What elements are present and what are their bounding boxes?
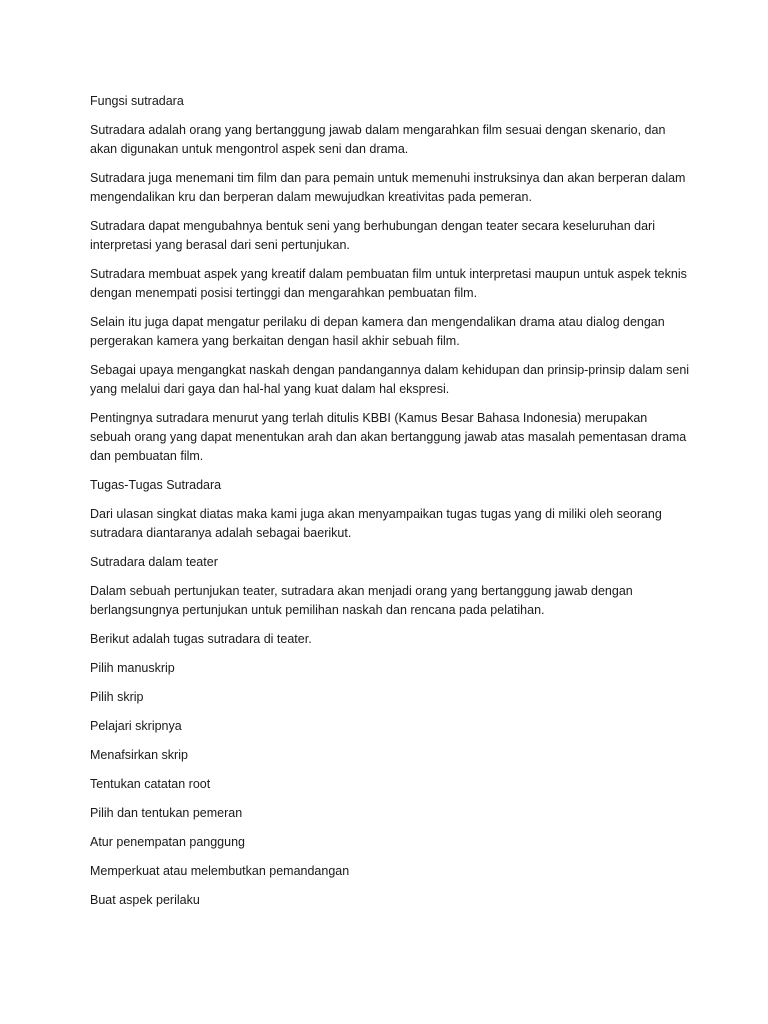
document-page <box>90 92 690 920</box>
paragraph: Pentingnya sutradara menurut yang terlah ditulis KBBI (Kamus Besar Bahasa Indonesia) merupakan sebuah orang yang dapat menentukan arah dan akan bertanggung jawab atas masalah pementasan drama dan pembuatan film. <box>90 411 687 463</box>
paragraph: Berikut adalah tugas sutradara di teater. <box>90 632 312 646</box>
list-item: Pilih manuskrip <box>90 661 175 675</box>
section-heading-teater: Sutradara dalam teater <box>90 555 218 569</box>
list-item: Tentukan catatan root <box>90 777 211 791</box>
section-heading-tugas: Tugas-Tugas Sutradara <box>90 478 222 492</box>
paragraph: Sutradara adalah orang yang bertanggung jawab dalam mengarahkan film sesuai dengan skenario, dan akan digunakan untuk mengontrol aspek seni dan drama. <box>90 123 666 156</box>
list-item: Pilih dan tentukan pemeran <box>90 806 243 820</box>
list-item: Pilih skrip <box>90 690 144 704</box>
paragraph: Dalam sebuah pertunjukan teater, sutradara akan menjadi orang yang bertanggung jawab dengan berlangsungnya pertunjukan untuk pemilihan naskah dan rencana pada pelatihan. <box>90 584 633 617</box>
paragraph: Sutradara dapat mengubahnya bentuk seni yang berhubungan dengan teater secara keseluruhan dari interpretasi yang berasal dari seni pertunjukan. <box>90 219 655 252</box>
paragraph: Sutradara membuat aspek yang kreatif dalam pembuatan film untuk interpretasi maupun untuk aspek teknis dengan menempati posisi tertinggi dan mengarahkan pembuatan film. <box>90 267 687 300</box>
list-item: Pelajari skripnya <box>90 719 182 733</box>
paragraph: Dari ulasan singkat diatas maka kami juga akan menyampaikan tugas tugas yang di miliki oleh seorang sutradara diantaranya adalah sebagai baerikut. <box>90 507 662 540</box>
list-item: Menafsirkan skrip <box>90 748 188 762</box>
paragraph: Sutradara juga menemani tim film dan para pemain untuk memenuhi instruksinya dan akan berperan dalam mengendalikan kru dan berperan dalam mewujudkan kreativitas pada pemeran. <box>90 171 686 204</box>
list-item: Buat aspek perilaku <box>90 893 200 907</box>
paragraph: Sebagai upaya mengangkat naskah dengan pandangannya dalam kehidupan dan prinsip-prinsip dalam seni yang melalui dari gaya dan hal-hal yang kuat dalam hal ekspresi. <box>90 363 690 396</box>
list-item: Memperkuat atau melembutkan pemandangan <box>90 864 350 878</box>
paragraph: Selain itu juga dapat mengatur perilaku di depan kamera dan mengendalikan drama atau dialog dengan pergerakan kamera yang berkaitan dengan hasil akhir sebuah film. <box>90 315 665 348</box>
section-heading-fungsi: Fungsi sutradara <box>90 94 184 108</box>
list-item: Atur penempatan panggung <box>90 835 245 849</box>
